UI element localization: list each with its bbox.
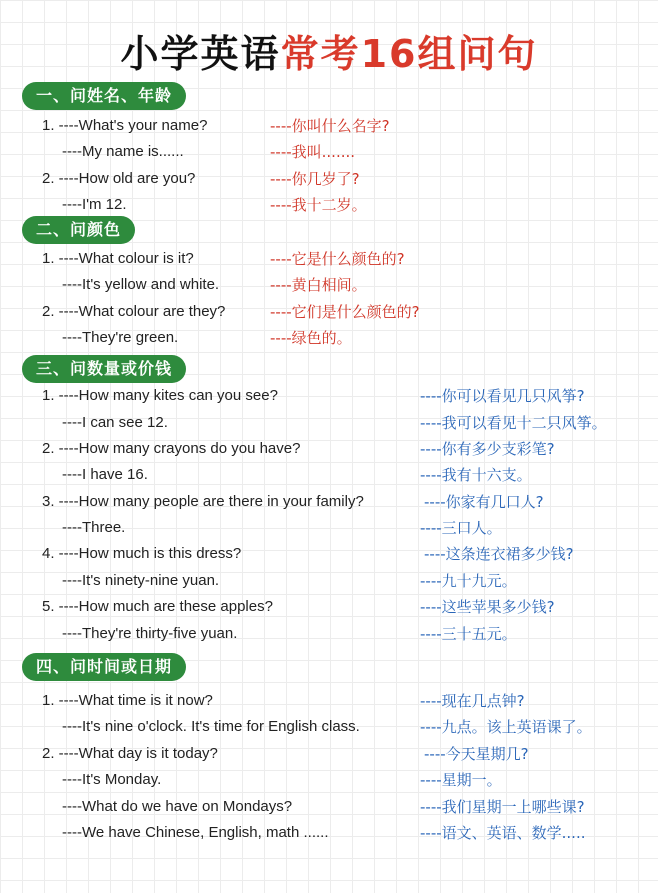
qa-row <box>0 114 658 138</box>
chinese-text: ----今天星期几? <box>424 745 529 763</box>
english-text: 1. ----What's your name? <box>42 117 208 134</box>
qa-row <box>0 569 658 593</box>
qa-row <box>0 167 658 191</box>
english-text: 4. ----How much is this dress? <box>42 545 242 562</box>
english-text: 3. ----How many people are there in your family? <box>42 493 364 510</box>
chinese-text: ----它是什么颜色的? <box>270 250 405 268</box>
chinese-text: ----我有十六支。 <box>420 466 532 484</box>
english-text: ----We have Chinese, English, math ...... <box>62 824 329 841</box>
english-text: ----It's ninety-nine yuan. <box>62 572 220 589</box>
section-heading: 二、问颜色 <box>22 216 135 244</box>
qa-row <box>0 595 658 619</box>
qa-row <box>0 542 658 566</box>
chinese-text: ----这条连衣裙多少钱? <box>424 545 574 563</box>
chinese-text: ----绿色的。 <box>270 329 352 347</box>
english-text: 1. ----What colour is it? <box>42 250 194 267</box>
chinese-text: ----九十九元。 <box>420 572 517 590</box>
qa-row <box>0 742 658 766</box>
english-text: 2. ----How many crayons do you have? <box>42 440 301 457</box>
qa-row <box>0 795 658 819</box>
english-text: ----They're thirty-five yuan. <box>62 625 238 642</box>
chinese-text: ----我十二岁。 <box>270 196 367 214</box>
qa-row <box>0 326 658 350</box>
qa-row <box>0 463 658 487</box>
qa-row <box>0 384 658 408</box>
section-heading: 一、问姓名、年龄 <box>22 82 186 110</box>
chinese-text: ----我叫....... <box>270 143 356 161</box>
english-text: 1. ----How many kites can you see? <box>42 387 278 404</box>
chinese-text: ----它们是什么颜色的? <box>270 303 420 321</box>
chinese-text: ----你可以看见几只风筝? <box>420 387 585 405</box>
qa-row <box>0 247 658 271</box>
chinese-text: ----现在几点钟? <box>420 692 525 710</box>
english-text: 2. ----How old are you? <box>42 170 196 187</box>
section-heading: 三、问数量或价钱 <box>22 355 186 383</box>
chinese-text: ----你家有几口人? <box>424 493 544 511</box>
chinese-text: ----三口人。 <box>420 519 502 537</box>
chinese-text: ----你有多少支彩笔? <box>420 440 555 458</box>
qa-row <box>0 821 658 845</box>
english-text: ----I can see 12. <box>62 414 168 431</box>
section-heading: 四、问时间或日期 <box>22 653 186 681</box>
title-part-1: 小学英语 <box>120 32 281 76</box>
qa-row <box>0 300 658 324</box>
english-text: ----It's yellow and white. <box>62 276 220 293</box>
chinese-text: ----我们星期一上哪些课? <box>420 798 585 816</box>
qa-row <box>0 768 658 792</box>
chinese-text: ----星期一。 <box>420 771 502 789</box>
qa-row <box>0 490 658 514</box>
english-text: 1. ----What time is it now? <box>42 692 213 709</box>
qa-row <box>0 411 658 435</box>
english-text: 5. ----How much are these apples? <box>42 598 273 615</box>
qa-row <box>0 689 658 713</box>
english-text: ----It's Monday. <box>62 771 162 788</box>
qa-row <box>0 715 658 739</box>
chinese-text: ----语文、英语、数学..... <box>420 824 586 842</box>
english-text: ----My name is...... <box>62 143 184 160</box>
english-text: 2. ----What colour are they? <box>42 303 226 320</box>
english-text: ----I have 16. <box>62 466 148 483</box>
qa-row <box>0 437 658 461</box>
chinese-text: ----你几岁了? <box>270 170 360 188</box>
english-text: ----They're green. <box>62 329 179 346</box>
english-text: ----Three. <box>62 519 126 536</box>
qa-row <box>0 622 658 646</box>
title-part-2: 常考16组问句 <box>280 32 538 76</box>
english-text: ----What do we have on Mondays? <box>62 798 293 815</box>
page-title <box>0 30 658 78</box>
english-text: ----It's nine o'clock. It's time for English class. <box>62 718 360 735</box>
qa-row <box>0 193 658 217</box>
chinese-text: ----黄白相间。 <box>270 276 367 294</box>
english-text: 2. ----What day is it today? <box>42 745 218 762</box>
qa-row <box>0 273 658 297</box>
chinese-text: ----三十五元。 <box>420 625 517 643</box>
chinese-text: ----我可以看见十二只风筝。 <box>420 414 607 432</box>
chinese-text: ----九点。该上英语课了。 <box>420 718 592 736</box>
qa-row <box>0 516 658 540</box>
chinese-text: ----这些苹果多少钱? <box>420 598 555 616</box>
english-text: ----I'm 12. <box>62 196 127 213</box>
chinese-text: ----你叫什么名字? <box>270 117 390 135</box>
qa-row <box>0 140 658 164</box>
